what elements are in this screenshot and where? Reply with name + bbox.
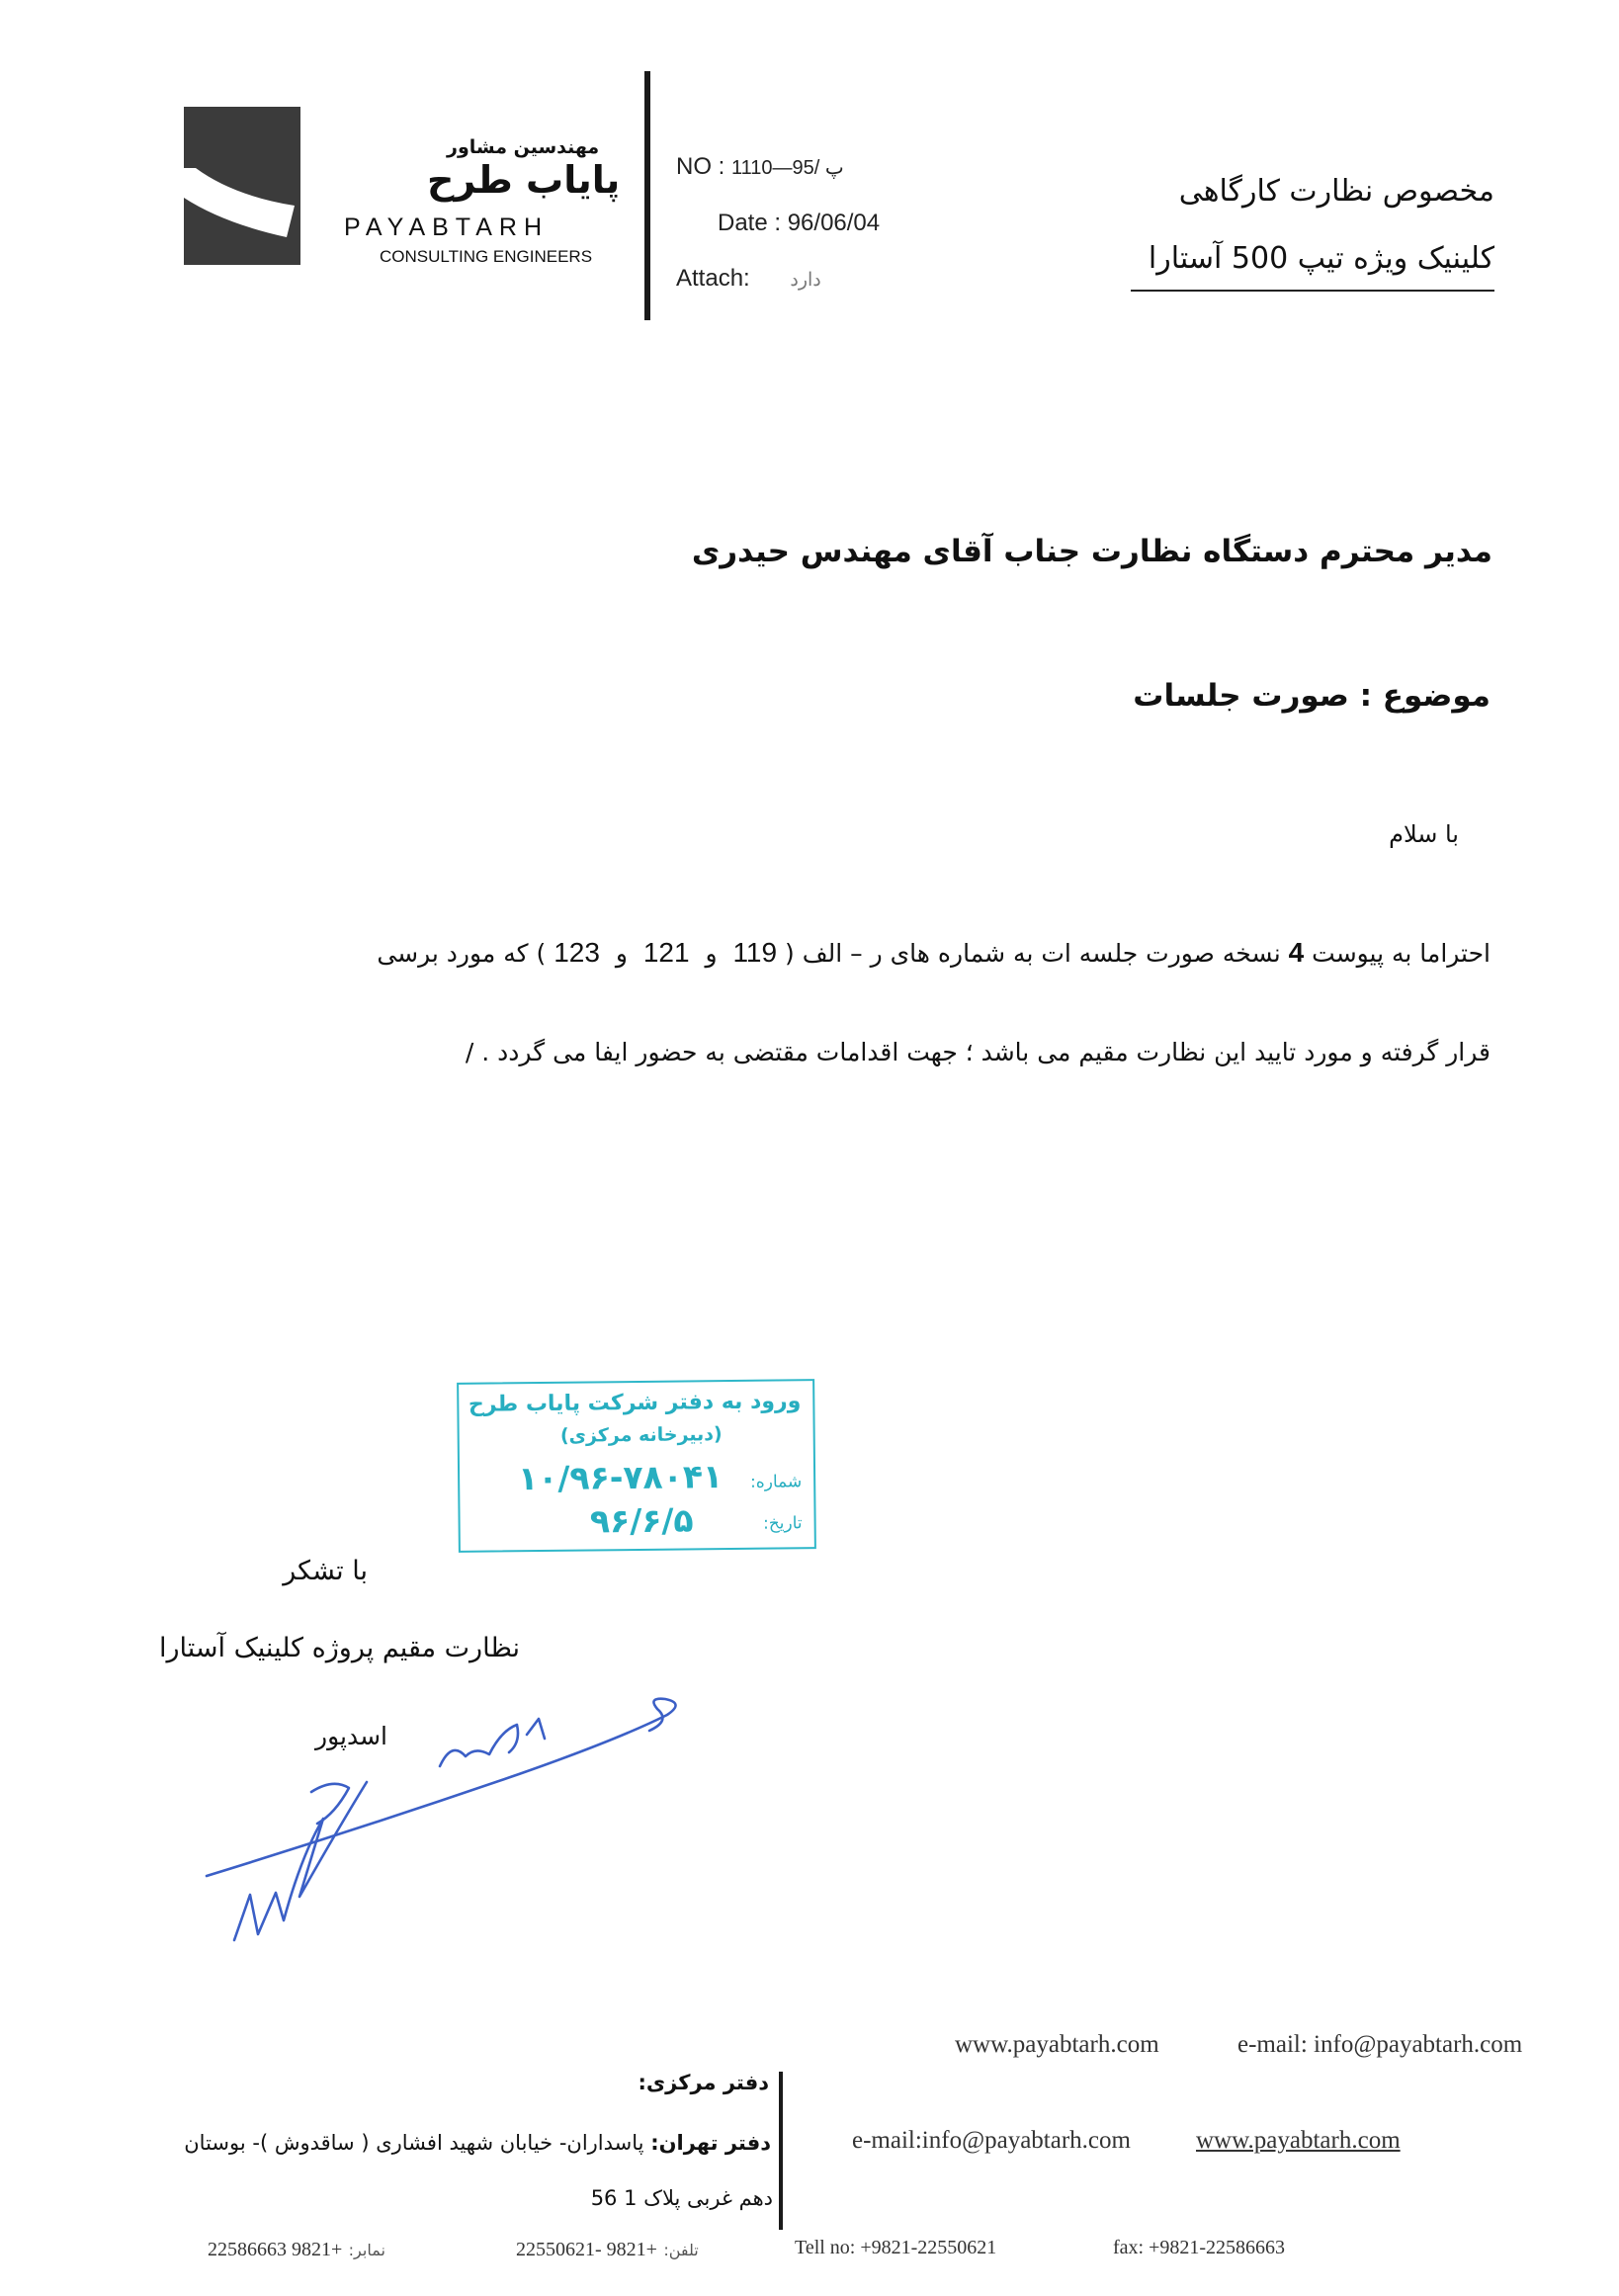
p1-before: احتراما به پیوست — [1312, 939, 1491, 968]
footer-website[interactable]: www.payabtarh.com — [1196, 2127, 1401, 2154]
stamp-number-value: ۱۰/۹۶-۷۸۰۴۱ — [517, 1457, 724, 1498]
closing-thanks: با تشکر — [283, 1556, 368, 1586]
heading-department: مخصوص نظارت کارگاهی — [1178, 174, 1494, 209]
subject-line: موضوع : صورت جلسات — [1133, 678, 1491, 714]
heading-project: کلینیک ویژه تیپ 500 آستارا — [1148, 241, 1494, 276]
footer-phone-en: Tell no: +9821-22550621 — [795, 2237, 997, 2258]
footer-email-top[interactable]: e-mail: info@payabtarh.com — [1237, 2031, 1523, 2058]
letter-date — [718, 210, 880, 237]
footer-fax-fa — [208, 2237, 385, 2261]
footer-divider — [779, 2072, 783, 2230]
letter-date-label: Date : — [718, 210, 782, 236]
footer-fax-label-fa: نمابر: — [348, 2241, 385, 2259]
office-address-text: پاسداران- خیابان شهید افشاری ( ساقدوش )- بوستان — [184, 2131, 644, 2155]
letter-date-value: 96/06/04 — [787, 210, 881, 236]
footer-phone-fa — [516, 2237, 699, 2261]
logo-english-name: PAYABTARH — [344, 213, 550, 241]
letter-attach-value: دارد — [790, 270, 821, 291]
footer-fax-value-fa: +9821 22586663 — [208, 2239, 343, 2260]
body-paragraph-line-1 — [377, 937, 1491, 969]
office-address-line-1 — [184, 2131, 771, 2155]
p1-mid: نسخه صورت جلسه ات به شماره های ر – الف ( — [785, 939, 1281, 968]
received-stamp — [457, 1379, 816, 1553]
minutes-number-2: 121 — [642, 937, 690, 968]
signer-organization: نظارت مقیم پروژه کلینیک آستارا — [159, 1633, 520, 1663]
footer-website-top[interactable]: www.payabtarh.com — [955, 2031, 1159, 2058]
letter-attachment — [676, 265, 821, 293]
office-label: دفتر تهران: — [650, 2131, 771, 2155]
signature-stroke-main — [207, 1699, 676, 1876]
minutes-number-1: 119 — [732, 937, 778, 968]
logo-persian-name: پایاب طرح — [427, 158, 621, 202]
footer-email[interactable]: e-mail:info@payabtarh.com — [852, 2127, 1131, 2154]
footer-fax-en: fax: +9821-22586663 — [1113, 2237, 1286, 2258]
signature-stroke-name — [440, 1725, 518, 1766]
stamp-date-label: تاریخ: — [762, 1513, 803, 1534]
signature-stroke-loop — [311, 1784, 349, 1824]
p1-and-2: و — [615, 939, 628, 968]
stamp-number-label: شماره: — [749, 1472, 803, 1492]
logo-subtitle: CONSULTING ENGINEERS — [380, 247, 593, 266]
company-logo-mark — [184, 107, 300, 265]
signature-stroke-tail — [527, 1719, 545, 1739]
footer-phone-value-fa: +9821 -22550621 — [516, 2239, 657, 2260]
stamp-title: ورود به دفتر شرکت پایاب طرح — [468, 1389, 802, 1417]
letter-number — [676, 153, 844, 181]
footer-phone-label-fa: تلفن: — [663, 2241, 699, 2259]
stamp-date-value: ۹۶/۶/۵ — [589, 1500, 694, 1541]
office-title: دفتر مرکزی: — [638, 2071, 769, 2094]
p1-count: 4 — [1288, 937, 1305, 968]
letter-attach-label: Attach: — [676, 265, 750, 292]
header-divider — [644, 71, 650, 320]
stamp-subtitle: (دبیرخانه مرکزی) — [559, 1423, 723, 1447]
minutes-number-3: 123 — [554, 937, 600, 968]
p1-end: ) که مورد برسی — [377, 939, 547, 968]
logo-persian-tagline: مهندسین مشاور — [447, 136, 600, 158]
greeting: با سلام — [1389, 820, 1459, 848]
heading-underline — [1131, 290, 1494, 292]
office-address-line-2: دهم غربی پلاک 1 56 — [590, 2186, 773, 2210]
letter-number-label: NO : — [676, 153, 725, 180]
letter-number-value: پ /95—1110 — [731, 157, 844, 179]
addressee: مدیر محترم دستگاه نظارت جناب آقای مهندس حیدری — [691, 534, 1492, 569]
p1-and-1: و — [705, 939, 718, 968]
body-paragraph-line-2: قرار گرفته و مورد تایید این نظارت مقیم می باشد ؛ جهت اقدامات مقتضی به حضور ایفا می گردد . / — [465, 1038, 1491, 1066]
signer-name: اسدپور — [315, 1722, 387, 1750]
handwritten-signature — [193, 1675, 717, 1972]
